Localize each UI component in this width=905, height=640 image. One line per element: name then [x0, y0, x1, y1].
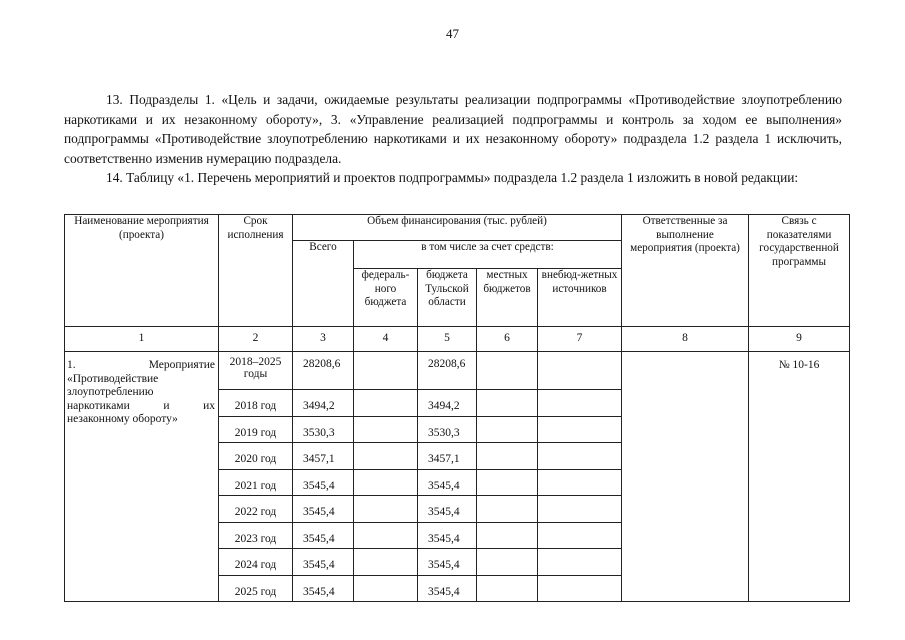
- page-number: 47: [446, 26, 459, 41]
- header-total: Всего: [293, 241, 354, 327]
- paragraph-13-text: 13. Подразделы 1. «Цель и задачи, ожидаемые результаты реализации подпрограммы «Противодействие злоупотреблению наркотиками и их незаконному обороту», 3. «Управление реализацией подпрограммы и контроль за ходом ее выполнения» подпрограммы «Противодействие злоупотреблению наркотиками и их незаконному обороту» подраздела 1.2 раздела 1 исключить, соответственно изменив нумерацию подраздела.: [64, 92, 842, 166]
- header-local: местных бюджетов: [477, 269, 538, 327]
- row-total: 3545,4: [293, 575, 354, 602]
- row-extra: [538, 496, 622, 523]
- row-total: 3545,4: [293, 496, 354, 523]
- row-extra: [538, 352, 622, 390]
- row-extra: [538, 469, 622, 496]
- column-number: 1: [65, 327, 219, 352]
- row-federal: [354, 549, 418, 576]
- row-year: 2020 год: [219, 443, 293, 470]
- row-year: 2018–2025 годы: [219, 352, 293, 390]
- row-local: [477, 443, 538, 470]
- column-number: 9: [749, 327, 850, 352]
- row-federal: [354, 496, 418, 523]
- row-local: [477, 575, 538, 602]
- paragraph-14: [64, 168, 842, 188]
- column-number: 6: [477, 327, 538, 352]
- row-federal: [354, 416, 418, 443]
- event-name: 1. Мероприятие «Противодействие злоупотреблению наркотиками и их незаконному обороту»: [65, 352, 219, 602]
- row-local: [477, 352, 538, 390]
- column-number: 7: [538, 327, 622, 352]
- row-extra: [538, 549, 622, 576]
- link-value: № 10-16: [749, 352, 850, 602]
- header-regional: бюджета Тульской области: [418, 269, 477, 327]
- funding-table: [64, 214, 850, 602]
- row-regional: 3545,4: [418, 522, 477, 549]
- row-extra: [538, 416, 622, 443]
- row-year: 2022 год: [219, 496, 293, 523]
- row-federal: [354, 469, 418, 496]
- row-regional: 3545,4: [418, 469, 477, 496]
- header-funding: Объем финансирования (тыс. рублей): [293, 215, 622, 241]
- row-regional: 3545,4: [418, 575, 477, 602]
- row-local: [477, 390, 538, 417]
- row-total: 3545,4: [293, 549, 354, 576]
- column-numbers-row: [65, 327, 850, 352]
- row-total: 3530,3: [293, 416, 354, 443]
- paragraph-13: [64, 90, 842, 168]
- row-regional: 28208,6: [418, 352, 477, 390]
- row-federal: [354, 390, 418, 417]
- responsible-cell: [622, 352, 749, 602]
- row-total: 3494,2: [293, 390, 354, 417]
- row-year: 2019 год: [219, 416, 293, 443]
- header-extra: внебюд-жетных источников: [538, 269, 622, 327]
- header-including: в том числе за счет средств:: [354, 241, 622, 269]
- row-federal: [354, 575, 418, 602]
- row-local: [477, 496, 538, 523]
- row-year: 2018 год: [219, 390, 293, 417]
- header-federal: федераль-ного бюджета: [354, 269, 418, 327]
- row-regional: 3494,2: [418, 390, 477, 417]
- row-total: 3545,4: [293, 469, 354, 496]
- row-total: 3545,4: [293, 522, 354, 549]
- row-local: [477, 549, 538, 576]
- row-federal: [354, 352, 418, 390]
- header-name: Наименование мероприятия (проекта): [65, 215, 219, 327]
- row-year: 2023 год: [219, 522, 293, 549]
- row-regional: 3545,4: [418, 496, 477, 523]
- row-local: [477, 469, 538, 496]
- row-extra: [538, 390, 622, 417]
- row-year: 2021 год: [219, 469, 293, 496]
- row-regional: 3530,3: [418, 416, 477, 443]
- row-year: 2025 год: [219, 575, 293, 602]
- header-responsible: Ответственные за выполнение мероприятия (проекта): [622, 215, 749, 327]
- row-extra: [538, 443, 622, 470]
- column-number: 4: [354, 327, 418, 352]
- row-regional: 3545,4: [418, 549, 477, 576]
- header-term: Срок исполнения: [219, 215, 293, 327]
- row-total: 3457,1: [293, 443, 354, 470]
- column-number: 2: [219, 327, 293, 352]
- table-row: [65, 352, 850, 390]
- row-total: 28208,6: [293, 352, 354, 390]
- row-extra: [538, 522, 622, 549]
- row-year: 2024 год: [219, 549, 293, 576]
- row-federal: [354, 522, 418, 549]
- paragraph-14-text: 14. Таблицу «1. Перечень мероприятий и проектов подпрограммы» подраздела 1.2 раздела 1 изложить в новой редакции:: [106, 170, 799, 185]
- column-number: 8: [622, 327, 749, 352]
- row-local: [477, 416, 538, 443]
- column-number: 3: [293, 327, 354, 352]
- row-federal: [354, 443, 418, 470]
- row-local: [477, 522, 538, 549]
- row-extra: [538, 575, 622, 602]
- header-link: Связь с показателями государственной программы: [749, 215, 850, 327]
- row-regional: 3457,1: [418, 443, 477, 470]
- column-number: 5: [418, 327, 477, 352]
